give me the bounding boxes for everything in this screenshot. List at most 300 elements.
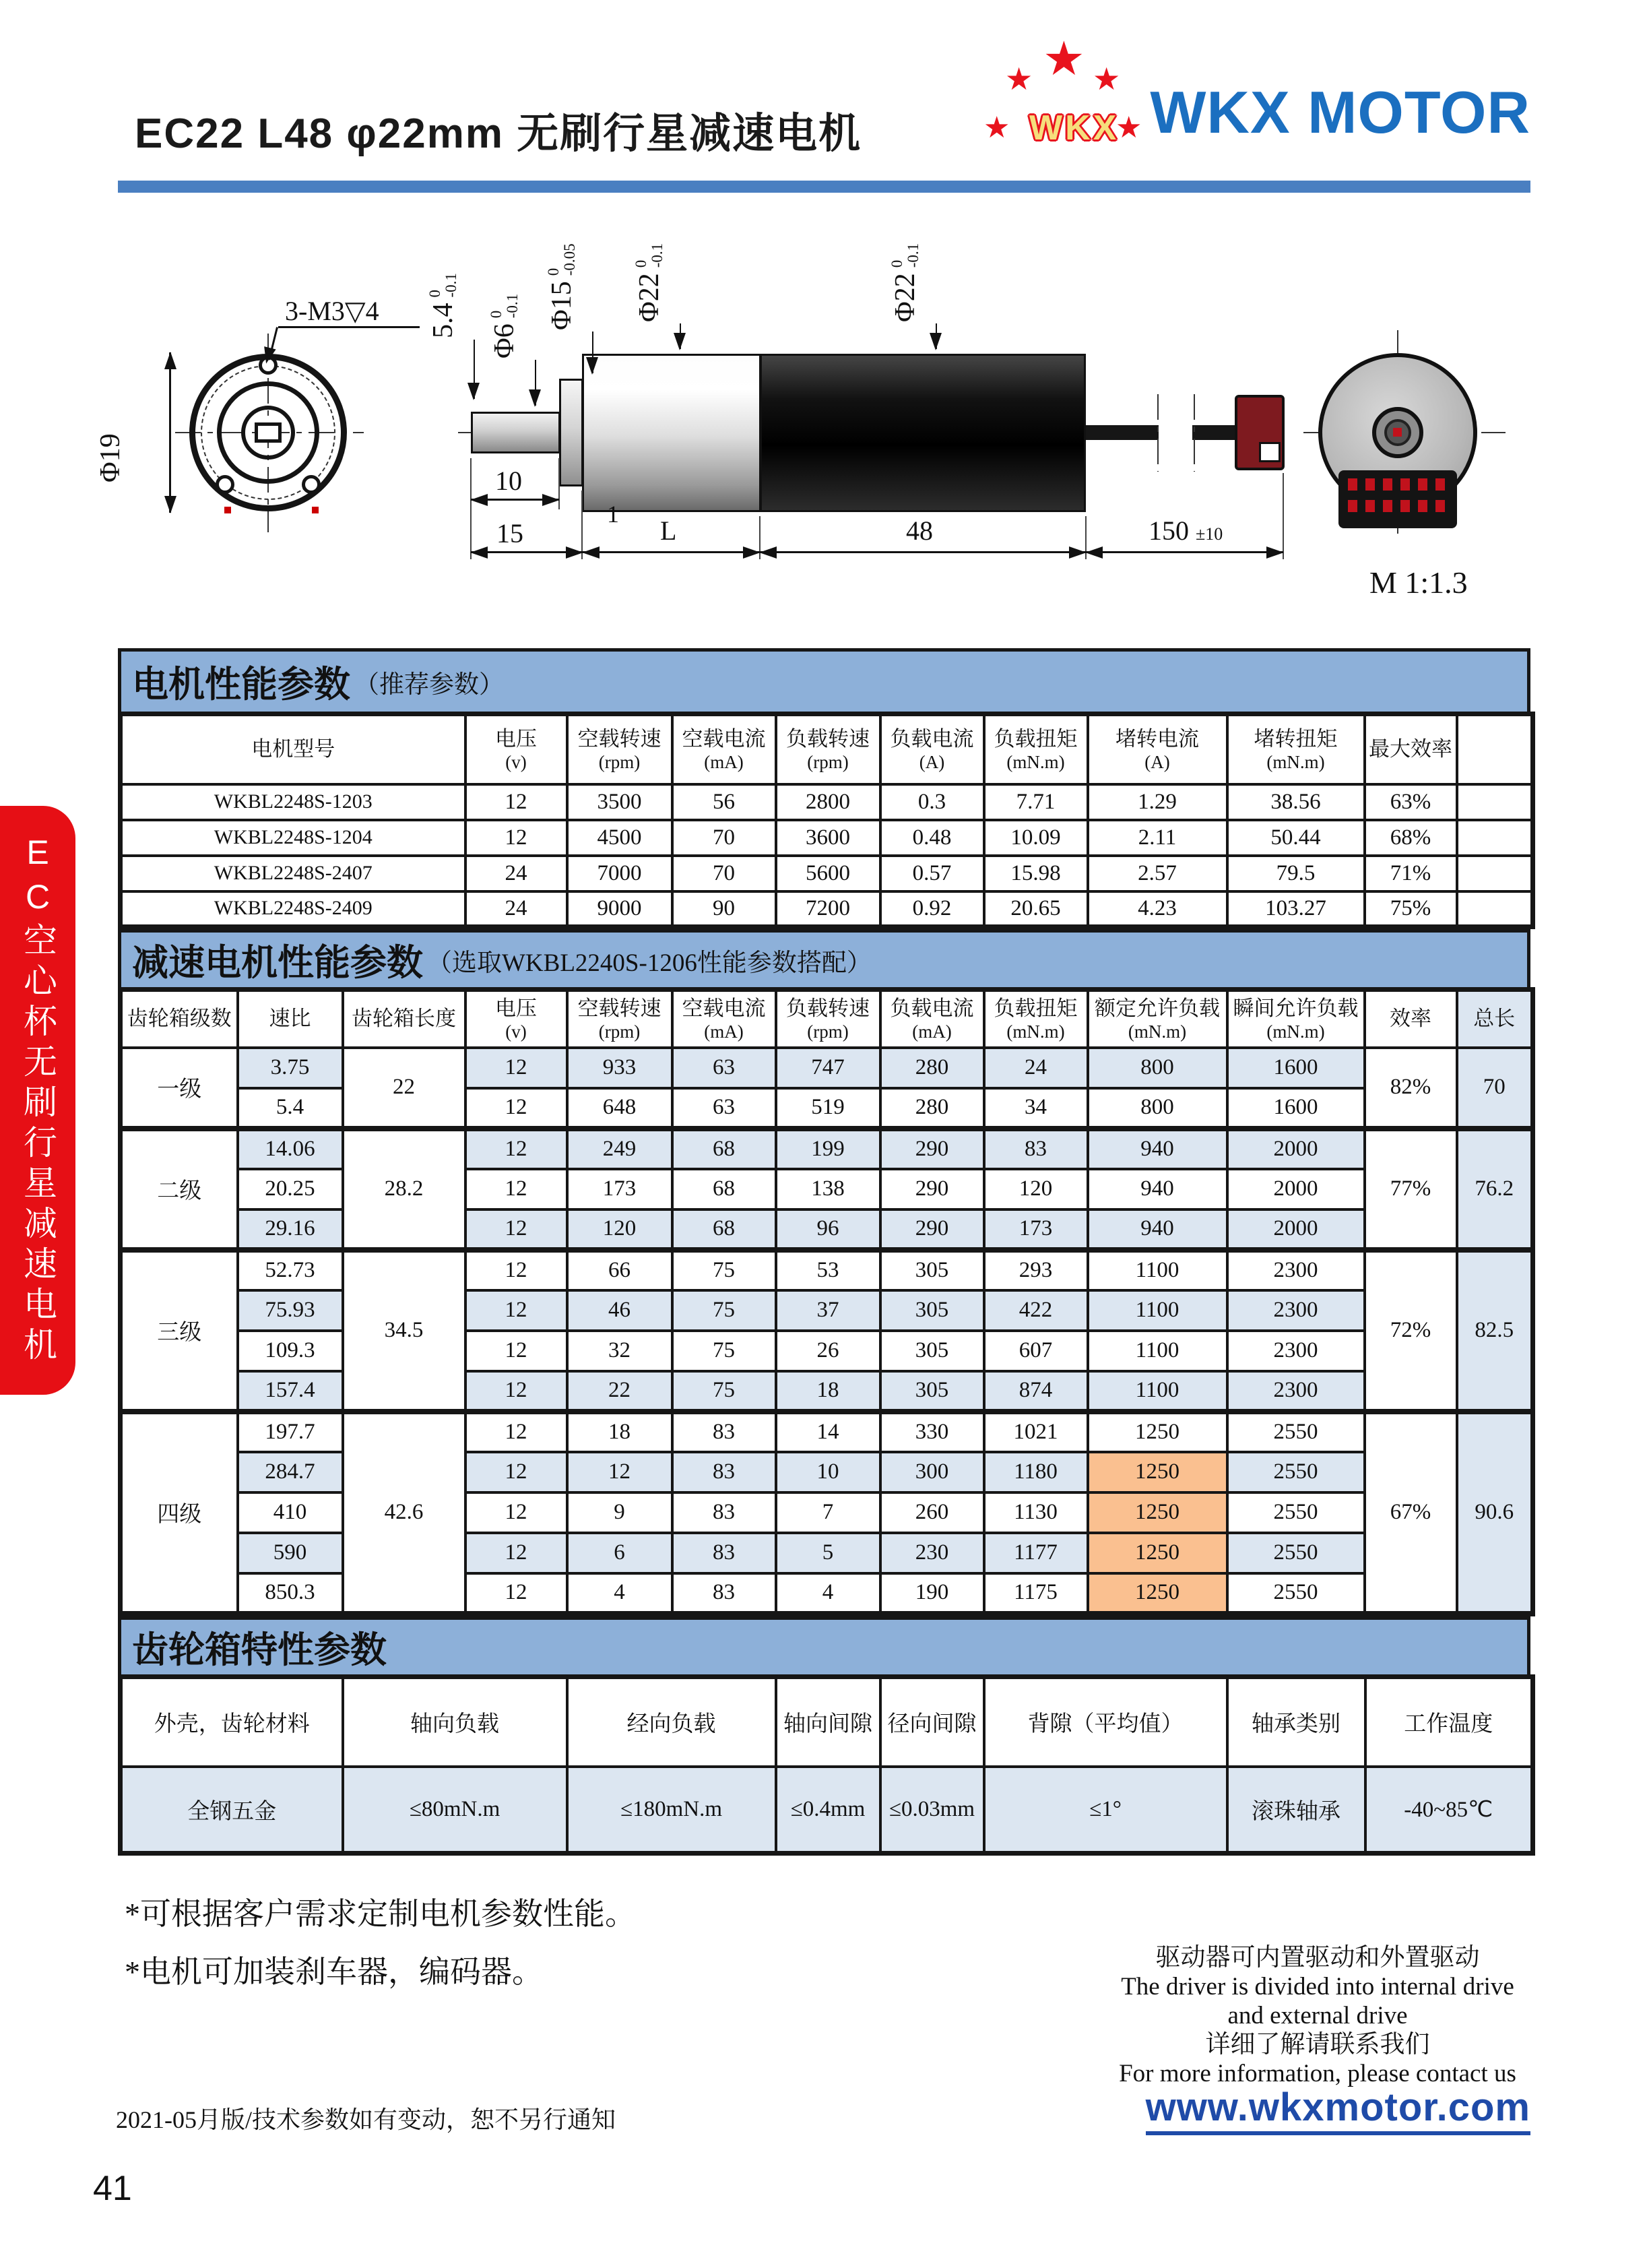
cell: 12 [465, 1331, 567, 1371]
dimension-label: 1 [607, 501, 619, 528]
table-row [121, 1767, 1533, 1853]
cell: 874 [984, 1371, 1088, 1412]
cell: 42.6 [343, 1412, 465, 1614]
cell: 75.93 [238, 1290, 343, 1331]
header-cell [776, 714, 880, 784]
cell: 1175 [984, 1573, 1088, 1614]
cell: 290 [880, 1169, 984, 1209]
cell: 12 [465, 1412, 567, 1452]
cell: 1100 [1088, 1290, 1227, 1331]
cell: 70 [672, 820, 776, 856]
dimension-line [1086, 551, 1283, 553]
cell: 3.75 [238, 1048, 343, 1088]
cell: 940 [1088, 1129, 1227, 1169]
cell: 10.09 [984, 820, 1088, 856]
header-text: 空载转速 [577, 997, 661, 1021]
cell: 12 [465, 1290, 567, 1331]
cell [1457, 820, 1533, 856]
callout-text: Φ15 [546, 281, 577, 330]
cell: 230 [880, 1533, 984, 1573]
cell: 38.56 [1227, 784, 1365, 820]
cell: 75 [672, 1250, 776, 1290]
cell: 24 [984, 1048, 1088, 1088]
header-unit: (A) [919, 752, 945, 773]
header-text: 堵转电流 [1116, 727, 1199, 751]
table-row [121, 1533, 1533, 1573]
header-text: 效率 [1390, 1007, 1431, 1031]
cell: 305 [880, 1250, 984, 1290]
header-cell: 径向间隙 [880, 1676, 984, 1767]
table-row [121, 891, 1533, 927]
cell: 747 [776, 1048, 880, 1088]
cell: 2300 [1227, 1290, 1365, 1331]
bolt-hole [302, 475, 321, 494]
cell [1457, 891, 1533, 927]
table3-title: 齿轮箱特性参数 [132, 1629, 387, 1670]
cell: 590 [238, 1533, 343, 1573]
header-text: 电压 [495, 727, 537, 751]
cell: 1100 [1088, 1250, 1227, 1290]
cell: 1100 [1088, 1371, 1227, 1412]
red-mark [312, 507, 319, 513]
cell: 12 [465, 1492, 567, 1533]
header-unit: (mA) [704, 752, 744, 773]
cell: 4 [567, 1573, 672, 1614]
cell: 70 [1457, 1048, 1533, 1129]
header-cell [465, 990, 567, 1048]
cell: 37 [776, 1290, 880, 1331]
cell: 75 [672, 1290, 776, 1331]
tolerance-lower: -0.1 [504, 293, 521, 319]
cell: 3500 [567, 784, 672, 820]
cell: 1130 [984, 1492, 1088, 1533]
header-text: 齿轮箱长度 [352, 1007, 456, 1031]
cell: 82% [1365, 1048, 1457, 1129]
header-cell: 轴承类别 [1227, 1676, 1365, 1767]
cell: 1.29 [1088, 784, 1227, 820]
red-mark [1393, 428, 1402, 437]
leader-arrow [474, 340, 475, 399]
callout-text: Φ6 [489, 323, 520, 358]
table-row [121, 784, 1533, 820]
cell: 6 [567, 1533, 672, 1573]
header-unit: (rpm) [598, 1021, 641, 1042]
header-unit: (mN.m) [1006, 1021, 1065, 1042]
cell: 10 [776, 1452, 880, 1492]
header-cell: 轴向间隙 [776, 1676, 880, 1767]
header-cell [1457, 990, 1533, 1048]
cell: ≤180mN.m [567, 1767, 776, 1853]
table-row [121, 820, 1533, 856]
bolt-hole [216, 475, 234, 494]
table2-title: 减速电机性能参数 [132, 943, 423, 983]
header-text: 负载电流 [890, 997, 974, 1021]
cell: 68 [672, 1169, 776, 1209]
website-link[interactable]: www.wkxmotor.com [1146, 2085, 1530, 2135]
break-line [1157, 394, 1159, 472]
star-icon: ★ [1043, 31, 1085, 86]
cell: 173 [567, 1169, 672, 1209]
header-cell [1088, 990, 1227, 1048]
header-text: 堵转扭矩 [1254, 727, 1338, 751]
leader-arrow [592, 332, 593, 373]
cell: 4500 [567, 820, 672, 856]
header-unit: (v) [505, 752, 527, 773]
cell: 二级 [121, 1129, 238, 1250]
cell: 2.57 [1088, 856, 1227, 891]
cell: 34.5 [343, 1250, 465, 1412]
cell: 2000 [1227, 1129, 1365, 1169]
table-row [121, 1492, 1533, 1533]
dimension-line [471, 499, 559, 501]
cell: -40~85℃ [1365, 1767, 1533, 1853]
cell: 103.27 [1227, 891, 1365, 927]
header-unit: (mN.m) [1266, 1021, 1325, 1042]
cell: 12 [465, 1452, 567, 1492]
cell: 0.48 [880, 820, 984, 856]
cell: 120 [984, 1169, 1088, 1209]
cell: 5600 [776, 856, 880, 891]
cell: 2550 [1227, 1573, 1365, 1614]
cell: 280 [880, 1088, 984, 1129]
dimension-label: 15 [496, 518, 523, 548]
cell: 940 [1088, 1209, 1227, 1250]
header-rule [118, 181, 1530, 193]
cell: 1180 [984, 1452, 1088, 1492]
cell: 1250 [1088, 1452, 1227, 1492]
cell: 12 [465, 1371, 567, 1412]
contact-line: For more information, please contact us [1119, 2060, 1516, 2087]
cell: 1250 [1088, 1492, 1227, 1533]
cell: 7.71 [984, 784, 1088, 820]
contact-block [1091, 1943, 1544, 2088]
tolerance-lower: -0.1 [649, 243, 666, 268]
cell: 293 [984, 1250, 1088, 1290]
cell: 7200 [776, 891, 880, 927]
cell: 410 [238, 1492, 343, 1533]
leader-arrow [936, 323, 937, 349]
header-cell [238, 990, 343, 1048]
brand-logo: WKX MOTOR [1150, 79, 1530, 146]
header-cell: 背隙（平均值） [984, 1676, 1227, 1767]
cell: 9000 [567, 891, 672, 927]
header-unit: (rpm) [807, 752, 849, 773]
header-unit: (rpm) [598, 752, 641, 773]
cell: 83 [672, 1533, 776, 1573]
dimension-line [760, 551, 1086, 553]
header-unit: (mN.m) [1128, 1021, 1187, 1042]
shaft-key [255, 422, 282, 443]
header-cell: 轴向负载 [343, 1676, 567, 1767]
tolerance-upper: 0 [426, 290, 443, 298]
header-unit: (rpm) [807, 1021, 849, 1042]
cell: 全钢五金 [121, 1767, 343, 1853]
cell: 12 [465, 784, 567, 820]
header-text: 电机型号 [251, 737, 335, 761]
dimension-callout [890, 243, 921, 322]
cell: 284.7 [238, 1452, 343, 1492]
cell: 800 [1088, 1048, 1227, 1088]
dimension-line [583, 551, 760, 553]
cell: ≤0.4mm [776, 1767, 880, 1853]
cell: 56 [672, 784, 776, 820]
motor-body [760, 354, 1086, 512]
page-title: EC22 L48 φ22mm 无刷行星减速电机 [135, 111, 862, 157]
header-cell [121, 990, 238, 1048]
cell: 1600 [1227, 1088, 1365, 1129]
cell: 12 [465, 1209, 567, 1250]
header-text: 空载转速 [577, 727, 661, 751]
dimension-callout [428, 273, 459, 338]
cell: 1600 [1227, 1048, 1365, 1088]
cell: 12 [465, 1533, 567, 1573]
cell: 1250 [1088, 1573, 1227, 1614]
cell: 2000 [1227, 1169, 1365, 1209]
version-note: 2021-05月版/技术参数如有变动，恕不另行通知 [116, 2106, 616, 2133]
cell: 14.06 [238, 1129, 343, 1169]
cell: 83 [672, 1412, 776, 1452]
cell: 15.98 [984, 856, 1088, 891]
cell: 29.16 [238, 1209, 343, 1250]
sidebar-label: EC空心杯无刷行星减速电机 [19, 833, 57, 1367]
cell: 0.92 [880, 891, 984, 927]
table-row [121, 1573, 1533, 1614]
cell: WKBL2248S-1204 [121, 820, 465, 856]
cell: 3600 [776, 820, 880, 856]
red-mark [224, 507, 231, 513]
cell: 157.4 [238, 1371, 343, 1412]
cell: 67% [1365, 1412, 1457, 1614]
cell: 18 [776, 1371, 880, 1412]
cell: 三级 [121, 1250, 238, 1412]
cell: 20.25 [238, 1169, 343, 1209]
cell: 2550 [1227, 1533, 1365, 1573]
table-row [121, 1169, 1533, 1209]
star-icon: ★ [1116, 111, 1142, 145]
callout-text: 5.4 [428, 303, 459, 338]
header-cell [1227, 714, 1365, 784]
bolt-annotation: 3-M3▽4 [285, 296, 379, 326]
cell: 940 [1088, 1169, 1227, 1209]
note-line: *可根据客户需求定制电机参数性能。 [125, 1897, 636, 1931]
dimension-callout [489, 294, 520, 358]
scale-note: M 1:1.3 [1369, 565, 1468, 600]
cell: 519 [776, 1088, 880, 1129]
header-cell [343, 990, 465, 1048]
leader-arrow [535, 360, 536, 406]
cell: 53 [776, 1250, 880, 1290]
header-cell [880, 990, 984, 1048]
header-text: 负载转速 [786, 727, 870, 751]
technical-drawing [95, 195, 1530, 660]
table2-title-bar [118, 929, 1530, 987]
cell: 63 [672, 1048, 776, 1088]
header-text: 负载转速 [786, 997, 870, 1021]
table-row [121, 1290, 1533, 1331]
cell: 197.7 [238, 1412, 343, 1452]
header-text: 负载扭矩 [994, 997, 1078, 1021]
tolerance-upper: 0 [545, 267, 562, 276]
cell: 4.23 [1088, 891, 1227, 927]
header-text: 空载电流 [682, 997, 766, 1021]
cell: 50.44 [1227, 820, 1365, 856]
cell: 2550 [1227, 1452, 1365, 1492]
table-row [121, 1088, 1533, 1129]
callout-text: Φ22 [890, 273, 921, 322]
header-cell [1227, 990, 1365, 1048]
table-row [121, 1412, 1533, 1452]
tolerance-upper: 0 [633, 259, 649, 268]
contact-line: 详细了解请联系我们 [1205, 2031, 1430, 2058]
cell: 83 [672, 1492, 776, 1533]
header-cell [984, 990, 1088, 1048]
header-text: 齿轮箱级数 [127, 1007, 232, 1031]
dimension-callout [634, 243, 665, 322]
dimension-line [471, 551, 583, 553]
cell: 12 [465, 820, 567, 856]
header-unit: (v) [505, 1021, 527, 1042]
header-text: 总长 [1473, 1007, 1516, 1031]
cell: 68 [672, 1209, 776, 1250]
cell: 76.2 [1457, 1129, 1533, 1250]
table-row [121, 856, 1533, 891]
cell: 1100 [1088, 1331, 1227, 1371]
cell: 260 [880, 1492, 984, 1533]
cell: 75 [672, 1331, 776, 1371]
header-text: 最大效率 [1369, 737, 1452, 761]
cell: 26 [776, 1331, 880, 1371]
dimension-label: 48 [906, 515, 933, 546]
cell: 83 [672, 1452, 776, 1492]
contact-line: 驱动器可内置驱动和外置驱动 [1155, 1944, 1480, 1972]
cell: 22 [567, 1371, 672, 1412]
cell [1457, 784, 1533, 820]
cable [1192, 425, 1235, 440]
contact-line: The driver is divided into internal drive [1121, 1973, 1514, 2001]
dimension-callout [546, 243, 577, 330]
connector-notch [1259, 442, 1281, 462]
cell: 2550 [1227, 1412, 1365, 1452]
cell: 1250 [1088, 1533, 1227, 1573]
break-line [1194, 394, 1195, 472]
tolerance-lower: -0.05 [561, 243, 578, 276]
star-icon: ★ [1005, 61, 1033, 97]
cell: ≤80mN.m [343, 1767, 567, 1853]
gearmotor-performance-table [118, 987, 1535, 1616]
header-cell [672, 990, 776, 1048]
cell: WKBL2248S-1203 [121, 784, 465, 820]
header-cell [1457, 714, 1533, 784]
cell: 12 [465, 1573, 567, 1614]
table-row [121, 1129, 1533, 1169]
table-row [121, 1250, 1533, 1290]
header-unit: (mA) [912, 1021, 952, 1042]
cell: 63 [672, 1088, 776, 1129]
table1-title: 电机性能参数 [132, 664, 350, 705]
table-row [121, 1452, 1533, 1492]
cell: 12 [465, 1169, 567, 1209]
cell: 2300 [1227, 1371, 1365, 1412]
table-row [121, 1048, 1533, 1088]
cell: 190 [880, 1573, 984, 1614]
header-cell: 外壳，齿轮材料 [121, 1676, 343, 1767]
dimension-label: 150 ±10 [1149, 515, 1223, 546]
cell: 290 [880, 1209, 984, 1250]
cell: 300 [880, 1452, 984, 1492]
cell: 290 [880, 1129, 984, 1169]
cell: 96 [776, 1209, 880, 1250]
gearbox-body [582, 354, 761, 512]
cell: 933 [567, 1048, 672, 1088]
cell: 77% [1365, 1129, 1457, 1250]
cell: 305 [880, 1331, 984, 1371]
cell: 82.5 [1457, 1250, 1533, 1412]
cell: 79.5 [1227, 856, 1365, 891]
header-text: 负载电流 [890, 727, 974, 751]
cell: 71% [1365, 856, 1457, 891]
header-cell: 经向负载 [567, 1676, 776, 1767]
header-cell [121, 714, 465, 784]
cell: 2.11 [1088, 820, 1227, 856]
cell: 2800 [776, 784, 880, 820]
header-cell [567, 714, 672, 784]
cell: 199 [776, 1129, 880, 1169]
cell: 75 [672, 1371, 776, 1412]
cell: 4 [776, 1573, 880, 1614]
cell: 249 [567, 1129, 672, 1169]
dimension-callout: Φ19 [95, 433, 126, 482]
cell: 173 [984, 1209, 1088, 1250]
table-row [121, 1331, 1533, 1371]
header-unit: (mN.m) [1266, 752, 1325, 773]
header-unit: (mN.m) [1006, 752, 1065, 773]
cell: 四级 [121, 1412, 238, 1614]
header-cell [672, 714, 776, 784]
dimension-line [169, 352, 171, 513]
sidebar-tab [0, 806, 75, 1395]
cell: 2000 [1227, 1209, 1365, 1250]
cell: 12 [465, 1129, 567, 1169]
leader-arrow [680, 323, 681, 349]
cell: 12 [567, 1452, 672, 1492]
cell: 607 [984, 1331, 1088, 1371]
header-unit: (A) [1144, 752, 1170, 773]
connector-pins [1348, 500, 1449, 512]
cell: 46 [567, 1290, 672, 1331]
cell: 305 [880, 1371, 984, 1412]
cell: WKBL2248S-2409 [121, 891, 465, 927]
header-text: 负载扭矩 [994, 727, 1078, 751]
shaft [471, 412, 560, 453]
cell: 12 [465, 1088, 567, 1129]
dimension-label: 10 [495, 466, 522, 496]
header-text: 速比 [269, 1007, 311, 1031]
star-icon: ★ [983, 111, 1010, 145]
cell: 280 [880, 1048, 984, 1088]
tolerance-upper: 0 [888, 259, 905, 268]
cell: 22 [343, 1048, 465, 1129]
cell: 1177 [984, 1533, 1088, 1573]
table2-subtitle: （选取WKBL2240S-1206性能参数搭配） [427, 949, 872, 977]
cell: 14 [776, 1412, 880, 1452]
cell: 1021 [984, 1412, 1088, 1452]
header-cell [465, 714, 567, 784]
shaft-flange [559, 379, 583, 486]
connector-pins [1348, 478, 1449, 491]
note-line: *电机可加装刹车器，编码器。 [125, 1955, 543, 1989]
header-text: 电压 [495, 997, 537, 1021]
cell: 63% [1365, 784, 1457, 820]
